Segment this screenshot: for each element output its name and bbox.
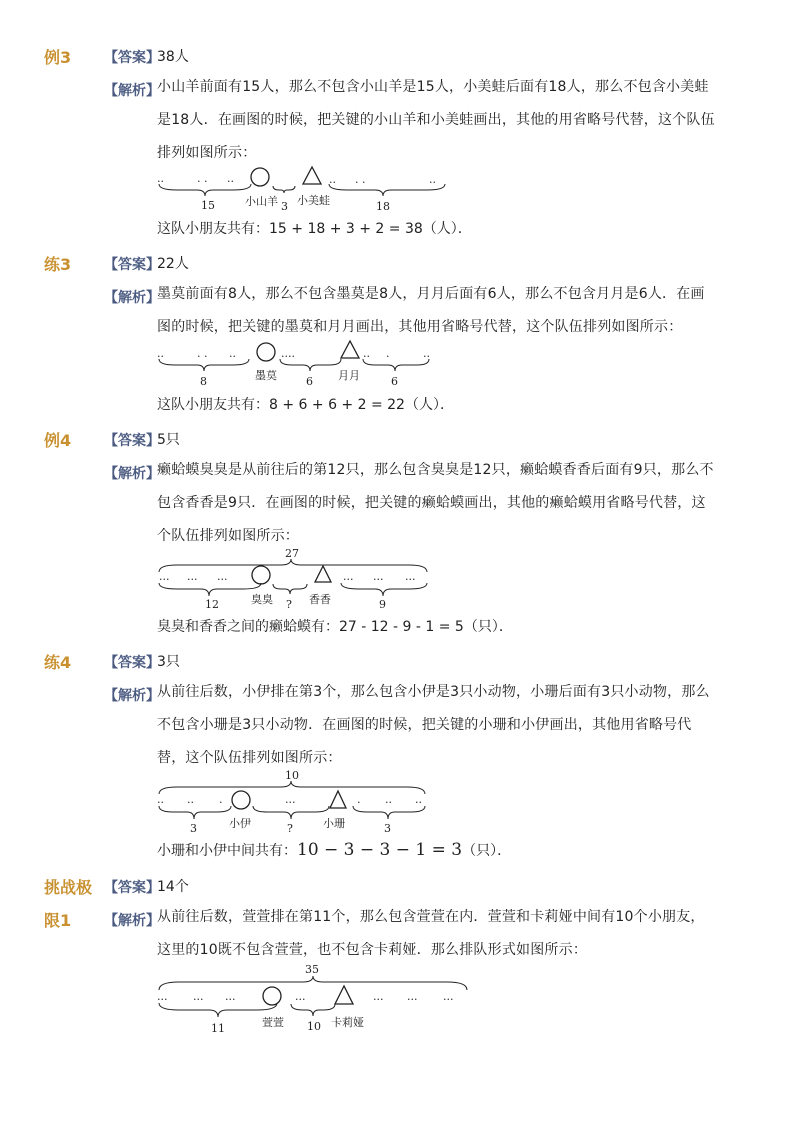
circle-name: 小伊 [229,817,251,830]
ellipsis: ... [295,990,306,1003]
ellipsis: ... [193,990,204,1003]
ellipsis: . . [197,347,208,360]
right-count: 18 [376,200,390,213]
triangle-name: 小美蛙 [297,194,330,207]
ellipsis: ... [373,990,384,1003]
circle-person-icon [257,343,275,361]
left-count: 15 [201,199,215,212]
ellipsis: ... [373,570,384,583]
circle-person-icon [251,168,269,186]
ellipsis: ... [159,570,170,583]
ellipsis: ... [443,990,454,1003]
answer-tag: 【答案】 [104,257,160,273]
right-brace [353,806,425,819]
total-count: 10 [285,769,299,782]
total-brace [159,976,467,990]
ellipsis: .. [363,347,370,360]
answer-value: 38人 [157,49,189,65]
triangle-name: 卡莉娅 [331,1016,364,1029]
circle-person-icon [263,987,281,1005]
right-count: 9 [379,598,386,611]
ellipsis: ... [405,570,416,583]
ellipsis: . . [197,172,208,185]
left-brace [159,359,249,371]
middle-brace [291,1004,335,1016]
ellipsis: .. [157,793,164,806]
analysis-text: 墨莫前面有8人，那么不包含墨莫是8人，月月后面有6人，那么不包含月月是6人．在画图的时候，把关键的墨莫和月月画出，其他用省略号代替，这个队伍排列如图所示： [157,286,705,335]
left-brace [159,184,251,196]
right-count: 3 [384,822,391,835]
conclusion-unit: （只）． [462,843,512,859]
analysis-text: 小山羊前面有15人，那么不包含小山羊是15人，小美蛙后面有18人，那么不包含小美蛙是18人．在画图的时候，把关键的小山羊和小美蛙画出，其他的用省略号代替，这个队伍排列如图所示： [157,79,715,161]
ellipsis: ... [225,990,236,1003]
right-count: 6 [391,375,398,388]
triangle-person-icon [330,791,346,808]
conclusion-line: 这队小朋友共有：15 + 18 + 3 + 2 = 38（人）． [157,221,472,237]
analysis-tag: 【解析】 [104,290,160,306]
ellipsis: .. [429,173,436,186]
analysis-text: 从前往后数，萱萱排在第11个，那么包含萱萱在内．萱萱和卡莉娅中间有10个小朋友，这里的10既不包含萱萱，也不包含卡莉娅．那么排队形式如图所示： [157,909,705,958]
triangle-name: 香香 [309,593,331,606]
answer-value: 5只 [157,432,180,448]
queue-diagram [157,768,447,836]
ellipsis: .. [385,793,392,806]
ellipsis: .. [227,172,234,185]
left-count: 12 [205,598,219,611]
middle-brace [253,806,329,819]
answer-tag: 【答案】 [104,50,160,66]
ellipsis: .. [415,793,422,806]
triangle-person-icon [335,986,353,1004]
conclusion-line: 这队小朋友共有：8 + 6 + 6 + 2 = 22（人）． [157,397,454,413]
ellipsis: .. [157,347,164,360]
practice-label: 练4 [44,653,72,672]
answer-tag: 【答案】 [104,880,160,896]
example-label: 例3 [44,48,72,67]
ellipsis: . . [355,173,366,186]
left-count: 3 [190,822,197,835]
circle-person-icon [252,566,270,584]
ellipsis: ... [285,793,296,806]
triangle-person-icon [303,167,321,184]
answer-value: 22人 [157,256,189,272]
answer-tag: 【答案】 [104,655,160,671]
ellipsis: .... [281,347,295,360]
conclusion-text: 小珊和小伊中间共有： [157,843,297,859]
right-brace [341,583,427,596]
triangle-name: 月月 [338,369,360,382]
total-count: 35 [305,963,319,976]
circle-name: 小山羊 [245,195,278,208]
ellipsis: ... [157,990,168,1003]
ellipsis: . [357,793,361,806]
middle-brace [273,584,307,594]
ellipsis: ... [217,570,228,583]
challenge-label: 挑战极 [44,878,93,897]
conclusion-line: 臭臭和香香之间的癞蛤蟆有：27 - 12 - 9 - 1 = 5（只）． [157,619,513,635]
left-brace [159,583,261,596]
queue-diagram [157,960,477,1034]
ellipsis: .. [157,172,164,185]
middle-brace [280,359,341,371]
analysis-text: 从前往后数，小伊排在第3个，那么包含小伊是3只小动物，小珊后面有3只小动物，那么不包含小珊是3只小动物．在画图的时候，把关键的小珊和小伊画出，其他用省略号代替，这个队伍排列如图所示： [157,684,710,766]
left-count: 8 [200,375,207,388]
triangle-person-icon [341,341,359,358]
analysis-tag: 【解析】 [104,83,160,99]
middle-brace [273,186,295,193]
ellipsis: ... [187,570,198,583]
ellipsis: .. [329,173,336,186]
answer-value: 3只 [157,654,180,670]
analysis-tag: 【解析】 [104,688,160,704]
ellipsis: ... [407,990,418,1003]
left-count: 11 [211,1022,225,1035]
analysis-tag: 【解析】 [104,466,160,482]
ellipsis: . [386,347,390,360]
circle-name: 臭臭 [251,593,273,606]
analysis-tag: 【解析】 [104,913,160,929]
ellipsis: .. [423,347,430,360]
conclusion-math: 10 − 3 − 3 − 1 = 3 [297,840,463,860]
total-brace [159,559,427,572]
queue-diagram [157,546,447,614]
middle-count: 6 [306,375,313,388]
left-brace [159,806,231,819]
answer-tag: 【答案】 [104,433,160,449]
left-brace [159,1003,277,1017]
ellipsis: .. [229,347,236,360]
example-label: 例4 [44,431,72,450]
total-count: 27 [285,547,299,560]
middle-count: 10 [307,1020,321,1033]
analysis-text: 癞蛤蟆臭臭是从前往后的第12只，那么包含臭臭是12只，癞蛤蟆香香后面有9只，那么不包含香香是9只．在画图的时候，把关键的癞蛤蟆画出，其他的癞蛤蟆用省略号代替，这个队伍排列如图所示： [157,462,714,544]
triangle-person-icon [315,566,331,582]
circle-name: 墨莫 [255,369,277,382]
middle-count: ? [286,598,292,611]
right-brace [329,184,445,196]
conclusion-line [157,840,511,860]
answer-value: 14个 [157,879,189,895]
queue-diagram [157,338,457,390]
middle-count: ? [287,822,293,835]
challenge-label-number: 限1 [44,911,72,930]
ellipsis: ... [343,570,354,583]
queue-diagram [157,164,457,214]
circle-name: 萱萱 [262,1016,284,1029]
circle-person-icon [232,791,250,809]
ellipsis: .. [187,793,194,806]
practice-label: 练3 [44,255,72,274]
ellipsis: . [219,793,223,806]
middle-count: 3 [281,200,288,213]
triangle-name: 小珊 [323,817,345,830]
right-brace [363,359,429,371]
